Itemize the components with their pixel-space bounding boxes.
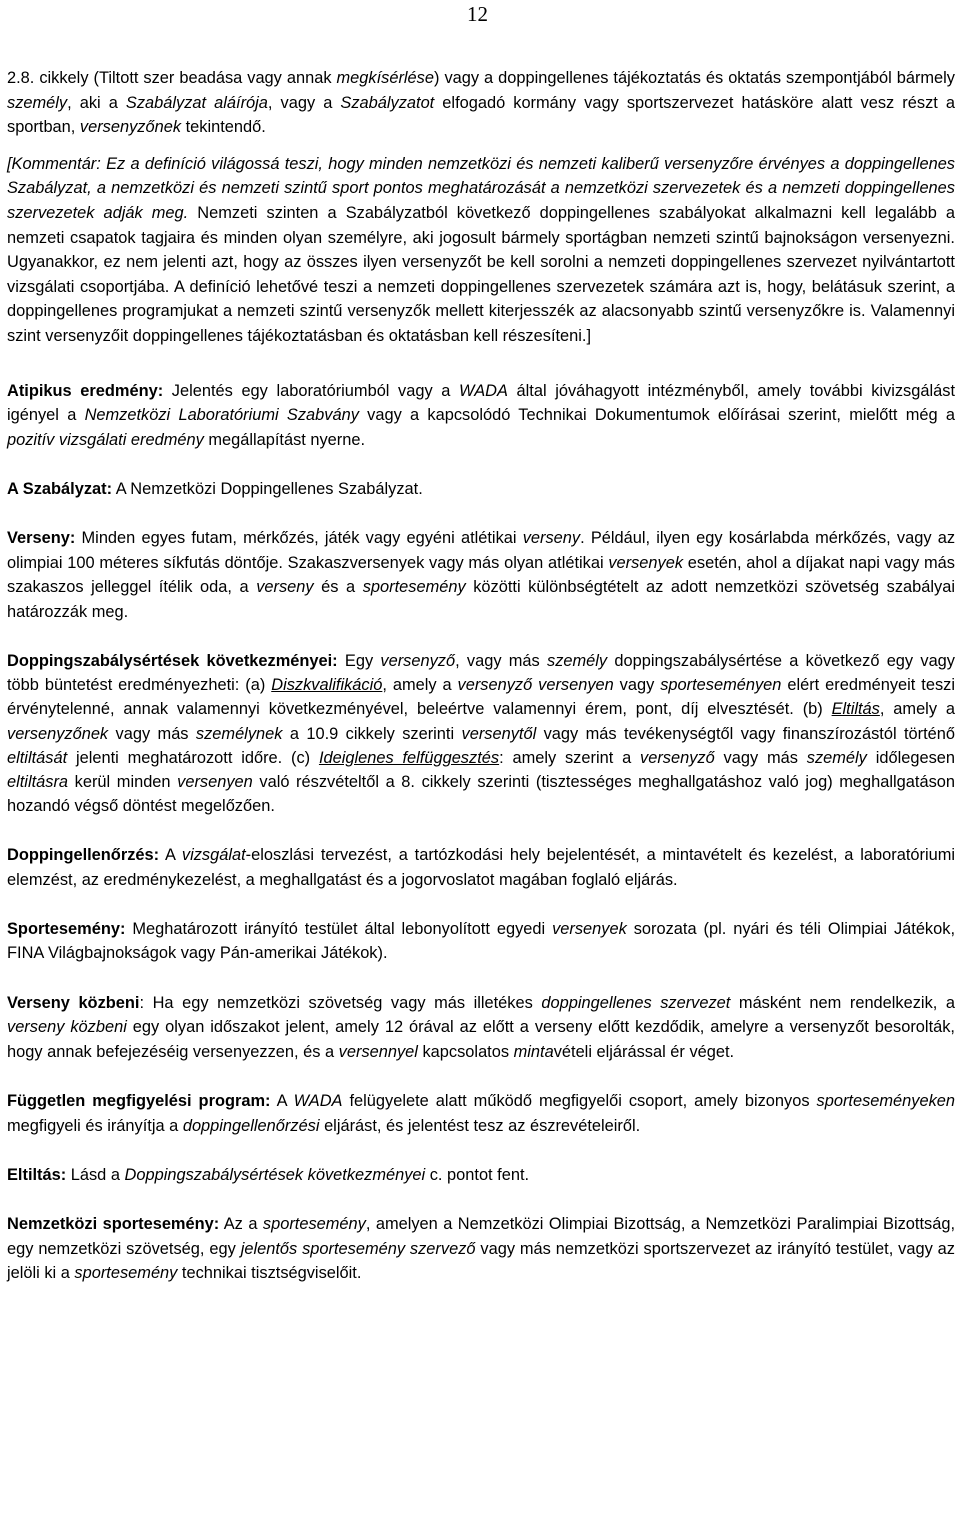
underlined-term: Eltiltás [831, 700, 880, 719]
text: jelenti meghatározott időre. (c) [67, 748, 319, 767]
italic-term: WADA [293, 1092, 343, 1111]
text: Lásd a [66, 1165, 125, 1184]
definition-term: Független megfigyelési program: [7, 1092, 271, 1111]
text: , amely a [382, 676, 458, 695]
definition-fuggetlen-megfigyelesi-program [7, 1089, 955, 1138]
text: időlegesen [866, 748, 955, 767]
italic-term: eltiltását [7, 748, 68, 767]
text: Egy [337, 652, 381, 671]
text: : amely szerint a [499, 748, 641, 767]
page-number: 12 [467, 2, 488, 26]
italic-term: személy [7, 93, 68, 112]
italic-term: verseny [256, 578, 314, 597]
underlined-term: Diszkvalifikáció [271, 676, 383, 695]
text: , amelyen a Nemzetközi Olimpiai Bizottság, a Nemzetközi Paralimpiai Bizottság, egy nemzetközi szövetség, egy [7, 1214, 955, 1258]
text: Jelentés egy laboratóriumból vagy a [163, 381, 460, 400]
text: ) vagy a doppingellenes tájékoztatás és oktatás szempontjából bármely [434, 69, 956, 87]
definition-term: Atipikus eredmény: [7, 381, 164, 400]
definition-nemzetkozi-sportesemeny [7, 1212, 955, 1286]
italic-term: versenyen [177, 773, 253, 792]
text: esetén, ahol a díjakat napi vagy más szakaszos jelleggel ítélik oda, a [7, 553, 955, 597]
definition-term: Nemzetközi sportesemény: [7, 1214, 220, 1233]
italic-term: Doppingszabálysértések következményei [124, 1165, 426, 1184]
text: eljárást, és jelentést tesz az észrevételeiről. [319, 1116, 641, 1135]
italic-term: versenyek [552, 919, 627, 938]
text: vagy más [108, 724, 196, 743]
italic-term: pozitív vizsgálati eredmény [7, 430, 204, 449]
text: . Például, ilyen egy kosárlabda mérkőzés, vagy az olimpiai 100 méteres síkfutás döntője. Szakaszversenyek vagy más olyan atlétikai [7, 529, 956, 572]
underlined-term: Ideiglenes felfüggesztés [318, 748, 500, 767]
text: vagy más [714, 748, 807, 767]
definition-term: Verseny közbeni [7, 993, 140, 1012]
italic-term: WADA [459, 381, 508, 400]
commentary-text: A definíció lehetővé teszi a nemzeti doppingellenes szervezetek számára azt is, hogy, belátásuk szerint, a doppingellenes programjukat a nemzeti szintű versenyzők mellett kiterjesszék az alacsonyabb szintű versenyzőkre is. Valamennyi szint versenyzőit doppingellenes tájékoztatásban és oktatásban kell részesíteni.] [7, 277, 955, 345]
text: a 10.9 cikkely szerinti [282, 724, 462, 743]
definition-term: Sportesemény: [7, 919, 126, 938]
italic-term: versenyző [380, 652, 456, 671]
italic-term: személy [547, 652, 608, 671]
text: : Ha egy nemzetközi szövetség vagy más illetékes [139, 993, 542, 1012]
text: vagy a kapcsolódó Technikai Dokumentumok előírásai szerint, mielőtt még a [358, 406, 955, 425]
italic-term: megkísérlése [336, 69, 434, 87]
document-body [7, 66, 955, 1310]
italic-term: Nemzetközi Laboratóriumi Szabvány [84, 406, 359, 425]
commentary-text: [Kommentár: Ez a definíció világossá teszi, hogy minden nemzetközi és nemzeti kaliberű versenyzőre érvényes a doppingellenes Szabályzat, a nemzetközi és nemzeti szintű sport pontos meghatározását a nemzetközi szervezetek és a nemzeti doppingellenes szervezetek adják meg. [7, 154, 955, 222]
italic-term: verseny [522, 529, 581, 548]
italic-term: sportesemény [262, 1214, 366, 1233]
italic-term: versenytől [461, 724, 537, 743]
italic-term: doppingellenes szervezet [541, 993, 731, 1012]
text: doppingszabálysértése a következő egy vagy több büntetést eredményezheti: (a) [7, 652, 955, 695]
text: által jóváhagyott intézményből, amely további kivizsgálást igényel a [7, 381, 955, 425]
text: Minden egyes futam, mérkőzés, játék vagy egyéni atlétikai [75, 529, 523, 548]
italic-term: versenyzőnek [79, 118, 182, 137]
text: közötti különbségtételt az adott nemzetközi szövetség szabályai határozzák meg. [7, 578, 955, 621]
text: vételi eljárással ér véget. [553, 1042, 735, 1061]
text: való részvételtől a 8. cikkely szerinti (tisztességes meghallgatáshoz való jog) meghallgatáson hozandó végső döntést megelőzően. [7, 773, 955, 816]
text: vagy [613, 676, 661, 695]
text: vagy más nemzetközi sportszervezet az irányító testület, vagy az jelöli ki a [7, 1239, 955, 1283]
definition-sportesemeny [7, 917, 955, 966]
text: és a [313, 578, 363, 597]
text: c. pontot fent. [425, 1165, 530, 1184]
italic-term: doppingellenőrzési [182, 1116, 320, 1135]
italic-term: versennyel [338, 1042, 418, 1061]
italic-term: versenyek [608, 553, 684, 572]
text: technikai tisztségviselőit. [177, 1264, 362, 1283]
italic-term: vizsgálat [181, 846, 246, 865]
commentary-text: Nemzeti szinten a Szabályzatból következő doppingellenes szabályokat alkalmazni kell legalább a nemzeti csapatok tagjaira és minden olyan személyre, aki jogosult bármely sportágban nemzeti szintű bajnokságon versenyezni. [7, 203, 955, 247]
text: elfogadó kormány vagy sportszervezet hatásköre alatt vesz részt a sportban, [7, 93, 955, 137]
text: tekintendő. [181, 118, 266, 137]
italic-term: Szabályzatot [340, 93, 435, 112]
text: Az a [219, 1214, 263, 1233]
definition-atipikus-eredmeny [7, 379, 955, 453]
definition-term: Eltiltás: [7, 1165, 67, 1184]
italic-term: minta [513, 1042, 554, 1061]
italic-term: Szabályzat aláírója [125, 93, 268, 112]
definition-verseny-kozbeni [7, 991, 955, 1065]
italic-term: személynek [195, 724, 283, 743]
text: , amely a [879, 700, 956, 719]
text: kerül minden [68, 773, 178, 792]
commentary-text: Ugyanakkor, ez nem jelenti azt, hogy az összes ilyen versenyzőt be kell sorolni a nemzeti doppingellenes szervezet nyilvántartott vizsgálati csoportjába. [7, 253, 955, 296]
text: A [159, 846, 182, 865]
definition-term: A Szabályzat: [7, 479, 113, 498]
text: másként nem rendelkezik, a [730, 993, 955, 1012]
text: A [270, 1092, 294, 1111]
italic-term: jelentős sportesemény szervező [240, 1239, 476, 1258]
text: kapcsolatos [417, 1042, 514, 1061]
definition-term: Doppingszabálysértések következményei: [7, 652, 338, 671]
italic-term: személy [806, 748, 867, 767]
italic-term: sportesemény [362, 578, 466, 597]
definition-kovetkezmenyei [7, 649, 955, 818]
text: egy olyan időszakot jelent, amely 12 órával az előtt a verseny előtt kezdődik, amelyre a versenyzőt besorolták, hogy annak befejezéséig versenyezzen, és a [7, 1018, 955, 1061]
italic-term: versenyző versenyen [457, 676, 614, 695]
italic-term: versenyző [640, 748, 715, 767]
italic-term: sporteseményen [660, 676, 782, 695]
italic-term: sportesemény [74, 1264, 178, 1283]
definition-term: Doppingellenőrzés: [7, 846, 160, 865]
text: -eloszlási tervezést, a tartózkodási hely bejelentését, a mintavételt és kezelést, a laboratóriumi elemzést, az eredménykezelést, a meghallgatást és a jogorvoslatot magában foglaló eljárás. [7, 846, 955, 889]
italic-term: sporteseményeken [816, 1092, 956, 1111]
text: megfigyeli és irányítja a [7, 1116, 183, 1135]
definition-szabalyzat [7, 477, 955, 502]
text: felügyelete alatt működő megfigyelői csoport, amely bizonyos [342, 1092, 817, 1111]
definition-doppingellenorzes [7, 843, 955, 892]
commentary-paragraph [7, 152, 955, 349]
text: Meghatározott irányító testület által lebonyolított egyedi [125, 919, 553, 938]
text: , aki a [67, 93, 126, 112]
italic-term: verseny közbeni [7, 1018, 127, 1037]
italic-term: versenyzőnek [7, 724, 109, 743]
italic-term: eltiltásra [7, 773, 69, 792]
definition-verseny [7, 526, 955, 624]
text: A Nemzetközi Doppingellenes Szabályzat. [112, 479, 423, 498]
text: sorozata (pl. nyári és téli Olimpiai Játékok, FINA Világbajnokságok vagy Pán-amerikai Játékok). [7, 919, 955, 963]
text: , vagy a [267, 93, 341, 112]
definition-term: Verseny: [7, 529, 76, 548]
text: 2.8. cikkely (Tiltott szer beadása vagy annak [7, 69, 337, 87]
text: , vagy más [455, 652, 547, 671]
intro-paragraph [7, 66, 955, 140]
definition-eltiltas [7, 1163, 955, 1188]
text: vagy más tevékenységtől vagy finanszírozástól történő [536, 724, 956, 743]
text: megállapítást nyerne. [203, 430, 366, 449]
text: elért eredményeit teszi érvénytelenné, annak valamennyi következményével, beleértve valamennyi érem, pont, díj elvesztését. (b) [7, 676, 955, 719]
